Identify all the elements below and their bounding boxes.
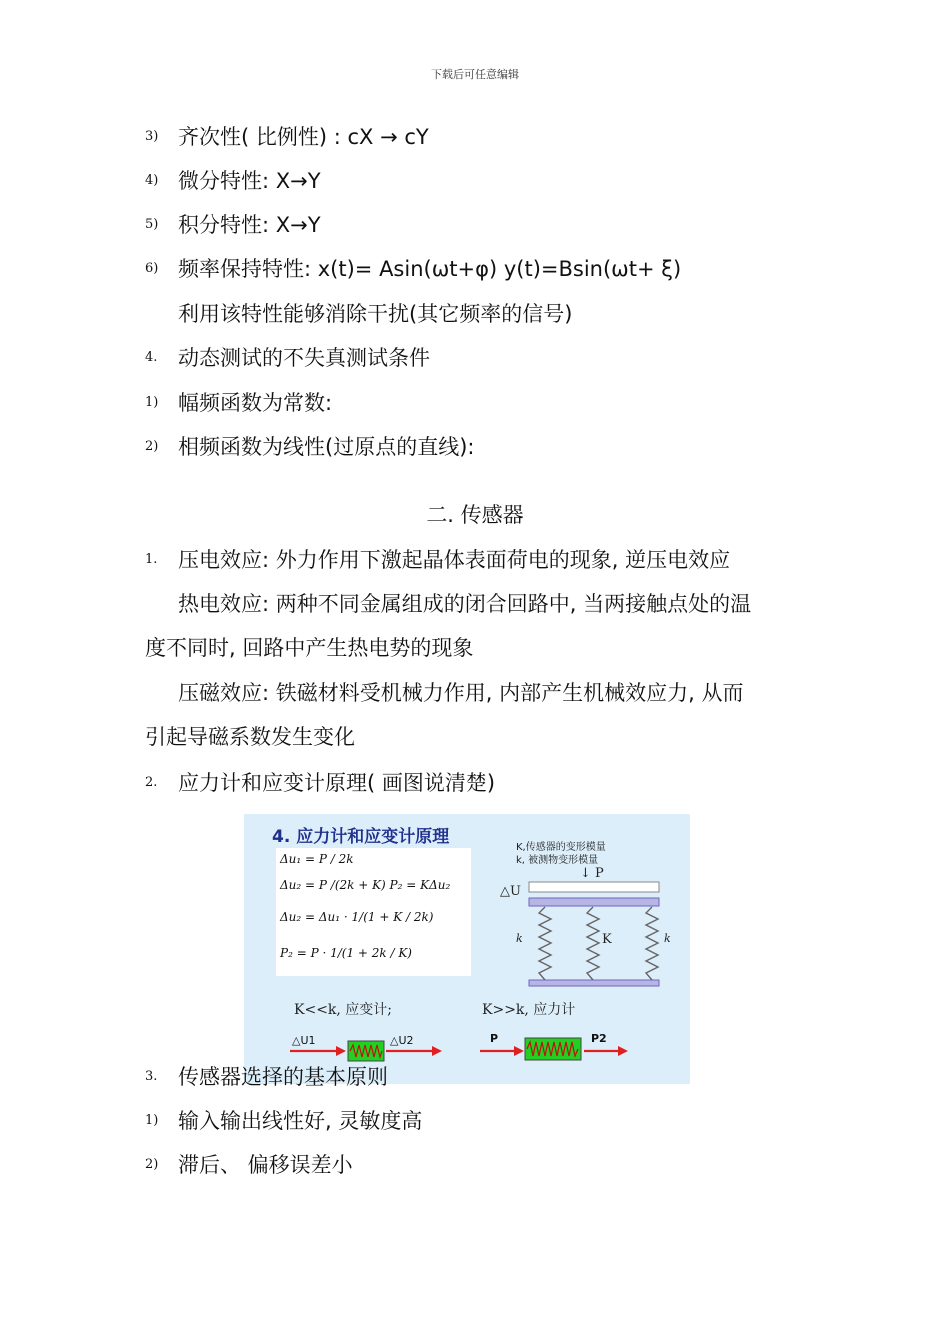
item-text: 微分特性: X→Y bbox=[178, 169, 321, 193]
bottom-plate bbox=[529, 980, 659, 986]
list-item bbox=[145, 1062, 388, 1091]
section-title: 二. 传感器 bbox=[426, 503, 524, 527]
list-item bbox=[145, 768, 495, 797]
figure-note: k, 被测物变形模量 bbox=[516, 855, 599, 866]
item-number: 3) bbox=[145, 129, 159, 144]
list-item bbox=[145, 545, 730, 574]
formula: Δu₁ = P / 2k bbox=[280, 852, 354, 866]
item-text: 动态测试的不失真测试条件 bbox=[178, 346, 430, 370]
list-item bbox=[145, 1150, 353, 1179]
item-text: 幅频函数为常数: bbox=[178, 391, 333, 415]
delta-u-label: △U bbox=[500, 884, 521, 899]
stress-gauge-label: K>>k, 应力计 bbox=[482, 1002, 576, 1018]
formula: P₂ = P · 1/(1 + 2k / K) bbox=[280, 946, 412, 960]
item-text: 相频函数为线性(过原点的直线): bbox=[178, 435, 475, 459]
strain-gauge-label: K<<k, 应变计; bbox=[294, 1002, 393, 1018]
list-item bbox=[145, 1106, 422, 1135]
spring-label-left: k bbox=[516, 932, 523, 945]
list-item bbox=[145, 388, 332, 417]
item-text: 齐次性( 比例性) : cX → cY bbox=[178, 125, 429, 149]
item-text: 积分特性: X→Y bbox=[178, 213, 321, 237]
figure-title: 4. 应力计和应变计原理 bbox=[272, 827, 450, 847]
output-label: △U2 bbox=[390, 1034, 414, 1047]
paragraph-line: 压磁效应: 铁磁材料受机械力作用, 内部产生机械效应力, 从而 bbox=[178, 681, 744, 705]
paragraph-line: 度不同时, 回路中产生热电势的现象 bbox=[145, 636, 474, 660]
item-number: 3. bbox=[145, 1069, 158, 1084]
list-item bbox=[145, 122, 429, 151]
principle-figure bbox=[244, 814, 690, 1084]
item-number: 1) bbox=[145, 395, 159, 410]
force-label: ↓ P bbox=[580, 866, 604, 881]
formula: Δu₂ = Δu₁ · 1/(1 + K / 2k) bbox=[280, 910, 434, 924]
list-item bbox=[145, 432, 474, 461]
spring-label-right: k bbox=[664, 932, 671, 945]
item-text: 利用该特性能够消除干扰(其它频率的信号) bbox=[178, 302, 573, 326]
item-number: 5) bbox=[145, 217, 159, 232]
top-plate bbox=[529, 882, 659, 892]
item-number: 1. bbox=[145, 552, 158, 567]
spring-middle bbox=[587, 907, 599, 980]
item-number: 2. bbox=[145, 775, 158, 790]
item-text: 滞后、 偏移误差小 bbox=[178, 1153, 353, 1177]
list-item bbox=[145, 210, 321, 239]
formula: Δu₂ = P /(2k + K) P₂ = KΔu₂ bbox=[280, 878, 451, 892]
input-label: △U1 bbox=[292, 1034, 316, 1047]
item-number: 2) bbox=[145, 439, 159, 454]
input-force-label: P bbox=[490, 1032, 499, 1045]
item-text: 传感器选择的基本原则 bbox=[178, 1065, 388, 1089]
paragraph-line: 引起导磁系数发生变化 bbox=[145, 725, 355, 749]
list-item bbox=[145, 343, 430, 372]
item-text: 输入输出线性好, 灵敏度高 bbox=[178, 1109, 423, 1133]
item-number: 4. bbox=[145, 350, 158, 365]
list-item bbox=[145, 254, 681, 283]
list-item bbox=[178, 299, 572, 328]
middle-plate bbox=[529, 898, 659, 906]
item-number: 1) bbox=[145, 1113, 159, 1128]
spring-right bbox=[646, 907, 658, 980]
item-text: 应力计和应变计原理( 画图说清楚) bbox=[178, 771, 496, 795]
spring-left bbox=[539, 907, 551, 980]
item-number: 4) bbox=[145, 173, 159, 188]
item-text: 压电效应: 外力作用下激起晶体表面荷电的现象, 逆压电效应 bbox=[178, 548, 731, 572]
item-text: 频率保持特性: x(t)= Asin(ωt+φ) y(t)=Bsin(ωt+ ξ) bbox=[178, 257, 682, 281]
item-number: 6) bbox=[145, 261, 159, 276]
output-force-label: P2 bbox=[591, 1032, 607, 1045]
figure-note: K,传感器的变形模量 bbox=[516, 842, 606, 853]
item-number: 2) bbox=[145, 1157, 159, 1172]
spring-label-middle: K bbox=[602, 932, 612, 947]
list-item bbox=[145, 166, 321, 195]
paragraph-line: 热电效应: 两种不同金属组成的闭合回路中, 当两接触点处的温 bbox=[178, 592, 752, 616]
page-header: 下载后可任意编辑 bbox=[431, 68, 519, 81]
